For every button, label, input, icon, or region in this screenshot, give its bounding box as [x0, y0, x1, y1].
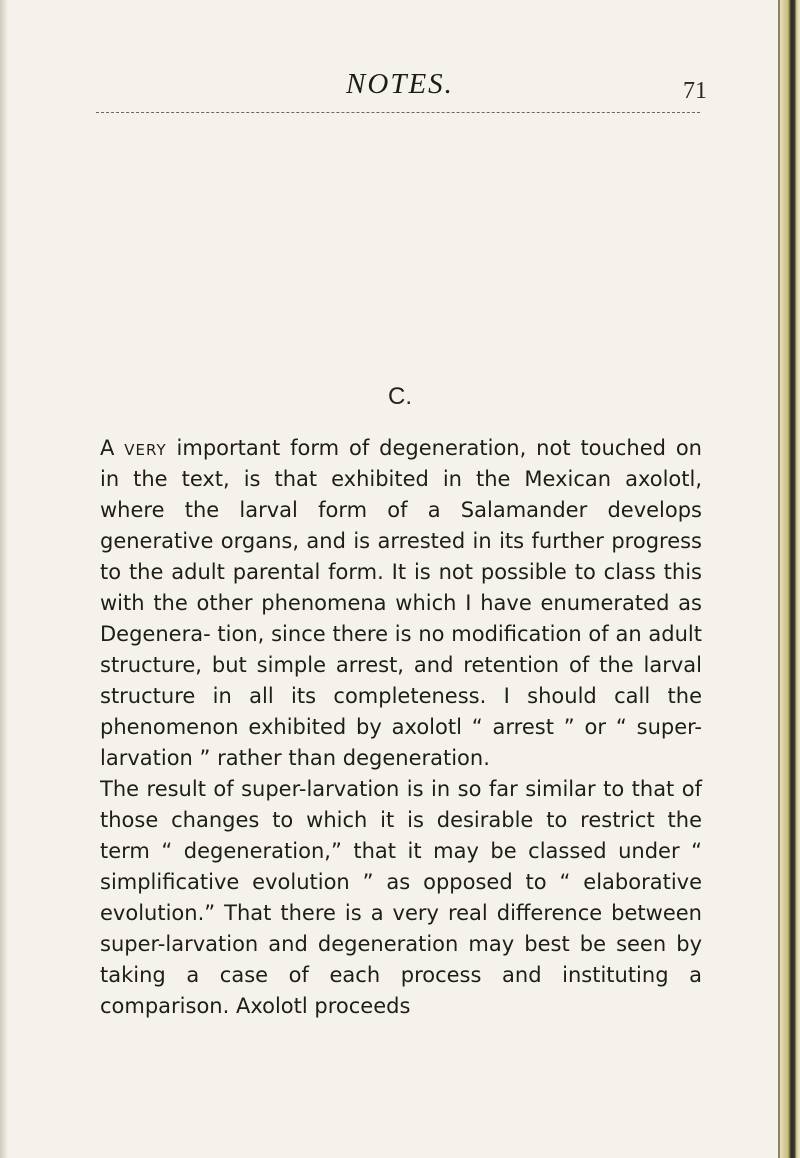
- page-edge: [778, 0, 800, 1158]
- page-edge-line: [778, 0, 780, 1158]
- running-title: NOTES.: [346, 68, 454, 100]
- page-number: 71: [683, 78, 707, 104]
- paragraph-1-text: important form of degeneration, not touched on in the text, is that exhibited in the Mexican axolotl, where the larval form of a Salamander develops generative organs, and is arrested in its further progress to the adult parental form. It is not possible to class this with the other phenomena which I have enumerated as Degenera- tion, since there is no modification of an adult structure, but simple arrest, and retention of the larval structure in all its completeness. I should call the phenomenon exhibited by axolotl “ arrest ” or “ super-larvation ” rather than degeneration.: [100, 436, 702, 770]
- paragraph-1: [100, 433, 702, 774]
- paragraph-2: The result of super-larvation is in so far similar to that of those changes to which it is desirable to restrict the term “ degeneration,” that it may be classed under “ simplificative evolution ” as opposed to “ elaborative evolution.” That there is a very real difference between super-larvation and degeneration may best be seen by taking a case of each process and instituting a comparison. Axolotl proceeds: [100, 777, 702, 1018]
- section-heading: C.: [388, 383, 412, 410]
- running-head: [0, 68, 800, 108]
- body-text: [100, 433, 702, 1022]
- paragraph-1-lead: A: [100, 436, 115, 460]
- paragraph-1-smallcaps: very: [124, 436, 167, 460]
- header-rule: [96, 112, 700, 113]
- gutter-shadow: [0, 0, 8, 1158]
